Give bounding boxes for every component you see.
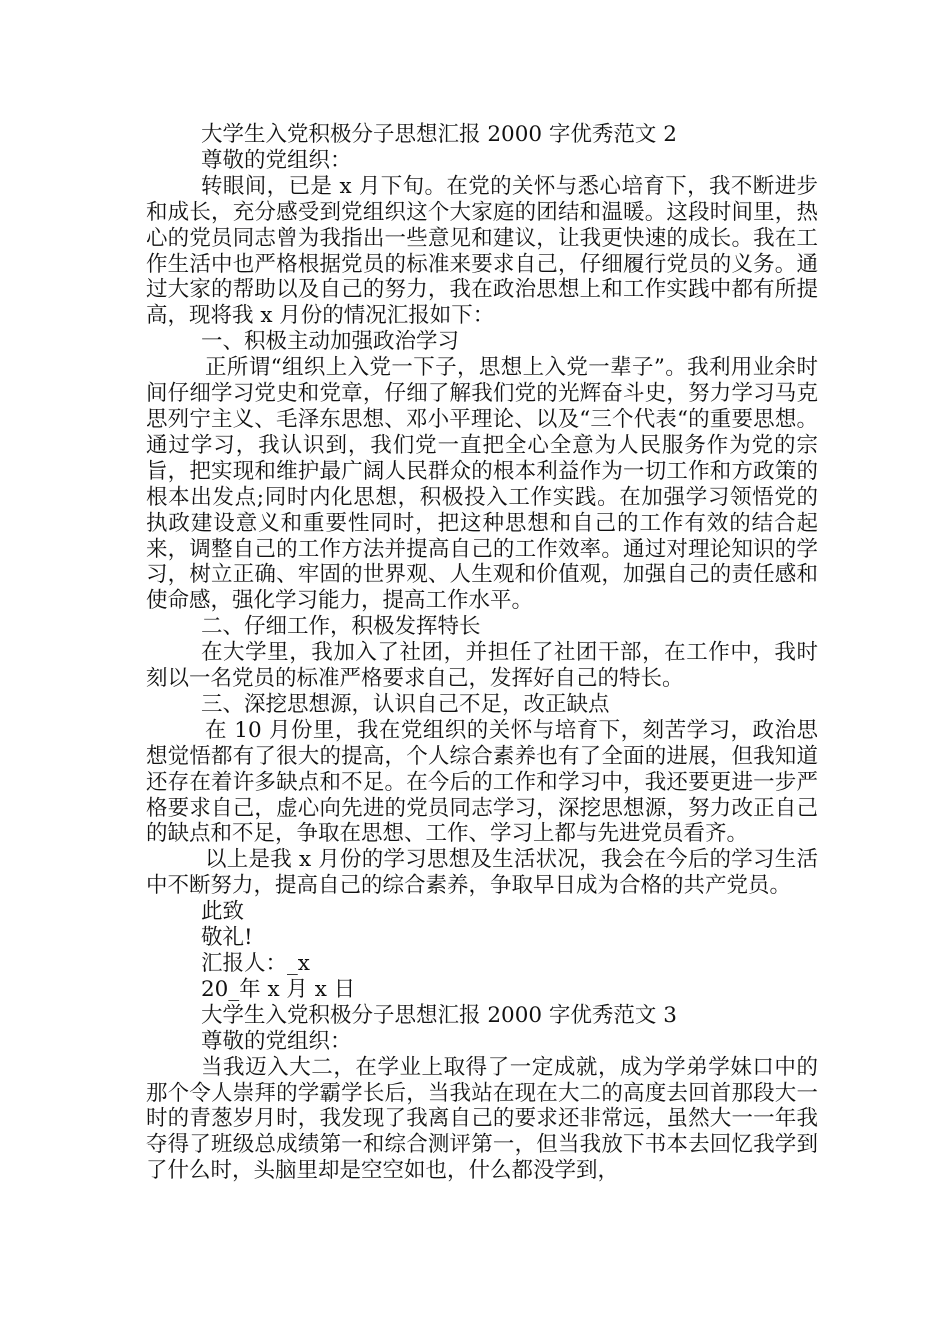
section-3-title: 大学生入党积极分子思想汇报 2000 字优秀范文 3 (201, 1002, 677, 1028)
section-2-date: 20_年 x 月 x 日 (201, 976, 356, 1002)
section-2-intro: 转眼间，已是 x 月下旬。在党的关怀与悉心培育下，我不断进步和成长，充分感受到党组织这个大家庭的团结和温暖。这段时间里，热心的党员同志曾为我指出一些意见和建议，让我更快速的成长。我在工作生活中也严格根据党员的标准来要求自己，仔细履行党员的义务。通过大家的帮助以及自己的努力，我在政治思想上和工作实践中都有所提高，现将我 x 月份的情况汇报如下： (146, 173, 818, 329)
section-2-heading-3: 三、深挖思想源，认识自己不足，改正缺点 (201, 691, 610, 717)
section-3-intro: 当我迈入大二，在学业上取得了一定成就，成为学弟学妹口中的那个令人崇拜的学霸学长后，当我站在现在大二的高度去回首那段大一时的青葱岁月时，我发现了我离自己的要求还非常远，虽然大一一年我夺得了班级总成绩第一和综合测评第一，但当我放下书本去回忆我学到了什么时，头脑里却是空空如也，什么都没学到， (146, 1054, 818, 1184)
section-2-paragraph-3: 在 10 月份里，我在党组织的关怀与培育下，刻苦学习，政治思想觉悟都有了很大的提高，个人综合素养也有了全面的进展，但我知道还存在着许多缺点和不足。在今后的工作和学习中，我还要更进一步严格要求自己，虚心向先进的党员同志学习，深挖思想源，努力改正自己的缺点和不足，争取在思想、工作、学习上都与先进党员看齐。 (146, 717, 818, 847)
section-2-paragraph-4: 以上是我 x 月份的学习思想及生活状况，我会在今后的学习生活中不断努力，提高自己的综合素养，争取早日成为合格的共产党员。 (146, 847, 818, 899)
section-2-heading-1: 一、积极主动加强政治学习 (201, 329, 460, 355)
section-2-reporter: 汇报人：_x (201, 951, 310, 976)
section-2-closing-2: 敬礼! (201, 925, 253, 951)
section-2-closing-1: 此致 (201, 899, 245, 925)
section-3-salutation: 尊敬的党组织： (201, 1028, 352, 1054)
section-2-title: 大学生入党积极分子思想汇报 2000 字优秀范文 2 (201, 122, 677, 147)
section-2-paragraph-1: 正所谓“组织上入党一下子，思想上入党一辈子”。我利用业余时间仔细学习党史和党章，仔细了解我们党的光辉奋斗史，努力学习马克思列宁主义、毛泽东思想、邓小平理论、以及“三个代表“的重要思想。通过学习，我认识到，我们党一直把全心全意为人民服务作为党的宗旨，把实现和维护最广阔人民群众的根本利益作为一切工作和方政策的根本出发点;同时内化思想，积极投入工作实践。在加强学习领悟党的执政建设意义和重要性同时，把这种思想和自己的工作有效的结合起来，调整自己的工作方法并提高自己的工作效率。通过对理论知识的学习，树立正确、牢固的世界观、人生观和价值观，加强自己的责任感和使命感，强化学习能力，提高工作水平。 (146, 355, 818, 614)
section-2-heading-2: 二、仔细工作，积极发挥特长 (201, 614, 481, 640)
document-page (146, 122, 818, 1184)
section-2-salutation: 尊敬的党组织： (201, 147, 352, 173)
section-2-paragraph-2: 在大学里，我加入了社团，并担任了社团干部，在工作中，我时刻以一名党员的标准严格要求自己，发挥好自己的特长。 (146, 640, 818, 692)
